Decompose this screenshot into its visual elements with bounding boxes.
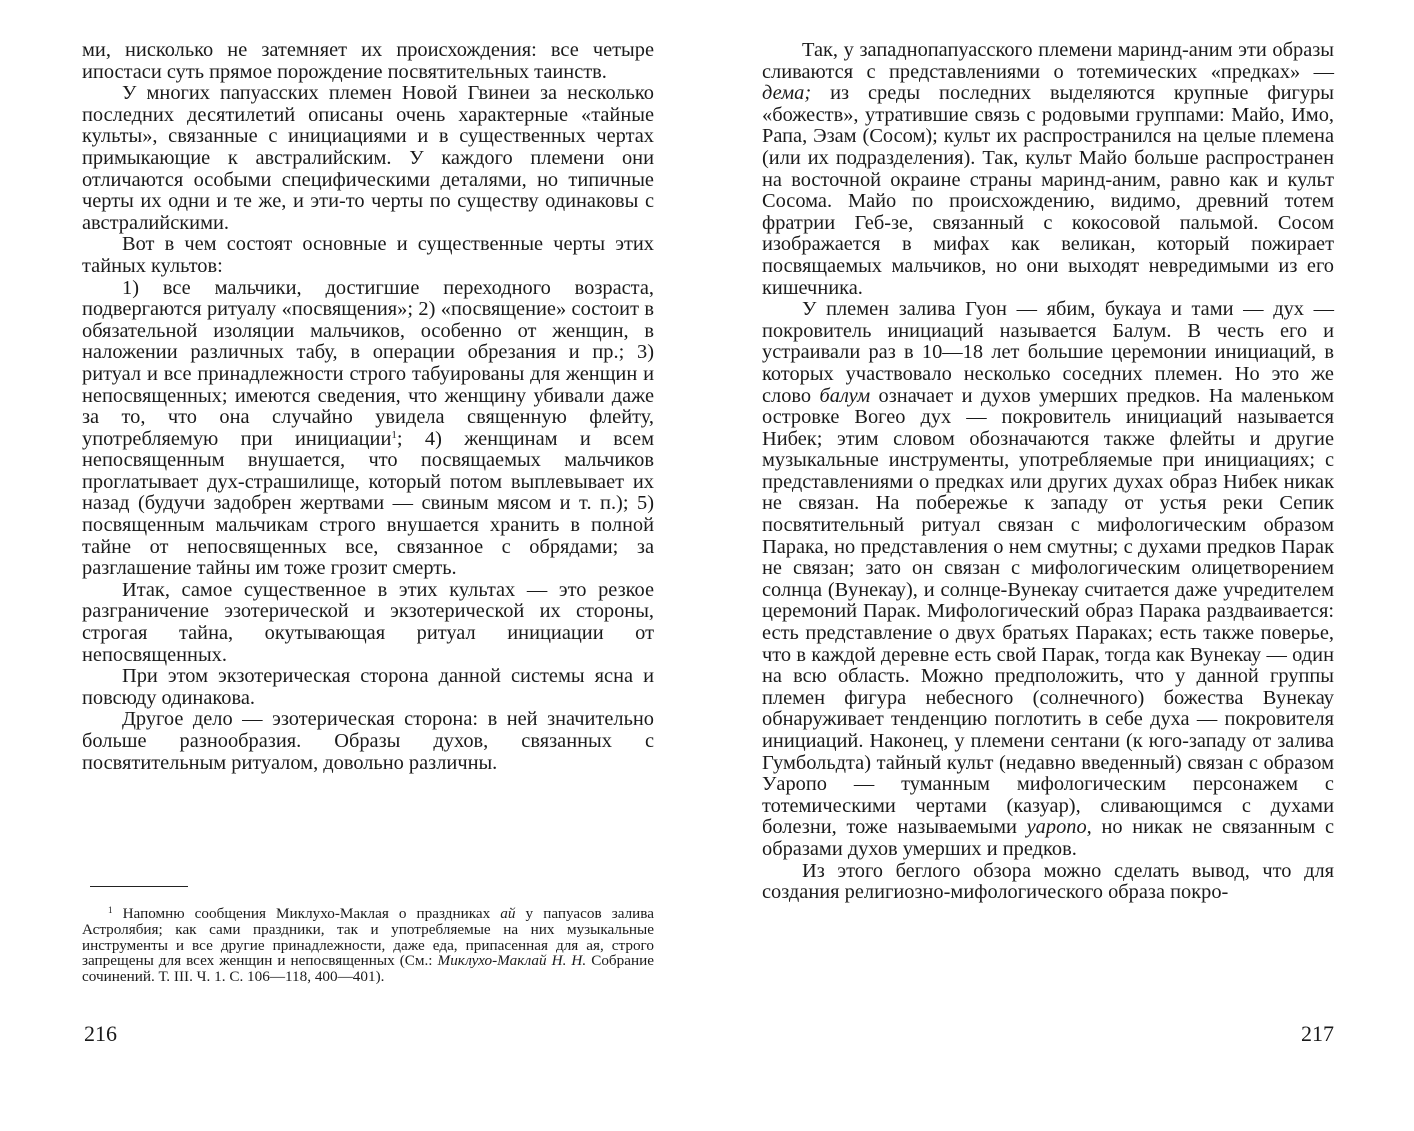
paragraph xyxy=(82,666,654,709)
italic-term: Миклухо-Маклай Н. Н. xyxy=(437,952,587,970)
italic-term: ай xyxy=(500,905,516,922)
footnote-rule xyxy=(90,886,188,887)
text-run: но никак не связанным с образами духов умерших и предков. xyxy=(762,816,1335,860)
paragraph xyxy=(82,40,654,83)
italic-term: уаропо, xyxy=(1026,816,1092,839)
text-run: Итак, самое существенное в этих культах — это резкое разграничение эзотерической и экзотерической их стороны, строгая тайна, окутывающая ритуал инициации от непосвященных. xyxy=(82,578,654,666)
page-number-right: 217 xyxy=(1301,1021,1334,1046)
text-run: означает и духов умерших предков. На маленьком островке Вогео дух — покровитель инициаций называется Нибек; этим словом обозначаются также флейты и другие музыкальные инструменты, употребляемые при инициациях; с представлениями о предках или других духах образ Нибек никак не связан. На побережье к западу от устья реки Сепик посвятительный ритуал связан с мифологическим образом Парака, но представления о нем смутны; с духами предков Парак не связан; зато он связан с мифологическим олицетворением солнца (Вунекау), и солнце-Вунекау считается даже учредителем церемоний Парак. Мифологический образ Парака раздваивается: есть представление о двух братьях Параках; есть также поверье, что в каждой деревне есть свой Парак, тогда как Вунекау — один на всю область. Можно предположить, что у данной группы племен фигура небесного (солнечного) божества Вунекау обнаруживает тенденцию поглотить в себе духа — покровителя инициаций. Наконец, у племени сентани (к юго-западу от залива Гумбольдта) тайный культ (недавно введенный) связан с образом Уаропо — туманным мифологическим персонажем с тотемическими чертами (казуар), сливающимся с духами болезни, тоже называемыми xyxy=(762,384,1335,839)
text-run: Другое дело — эзотерическая сторона: в ней значительно больше разнообразия. Образы духов, связанных с посвятительным ритуалом, довольно различны. xyxy=(82,708,654,774)
paragraph xyxy=(762,40,1334,299)
footnote xyxy=(82,906,654,985)
paragraph xyxy=(82,580,654,666)
paragraph xyxy=(82,234,654,277)
text-run: При этом экзотерическая сторона данной системы ясна и повсюду одинакова. xyxy=(82,665,654,709)
text-run: у папуасов залива Астролябия; как сами праздники, так и употребляемые на них музыкальные инструменты и все другие принадлежности, даже еда, припасенная для ая, строго запрещены для всех женщин и непосвященных (См.: xyxy=(82,905,654,970)
paragraph xyxy=(82,83,654,234)
paragraph xyxy=(82,278,654,580)
left-page xyxy=(82,40,654,774)
text-run: Вот в чем состоят основные и существенные черты этих тайных культов: xyxy=(82,233,654,277)
paragraph xyxy=(762,861,1334,904)
page-number-left: 216 xyxy=(84,1021,117,1046)
paragraph xyxy=(762,299,1334,860)
footnote-marker: 1 xyxy=(108,905,113,915)
text-run: Из этого беглого обзора можно сделать вывод, что для создания религиозно-мифологического образа покро- xyxy=(762,859,1334,904)
text-run: Собрание сочинений. Т. III. Ч. 1. С. 106—118, 400—401). xyxy=(82,952,654,986)
text-run: ; 4) женщинам и всем непосвященным внушается, что посвящаемых мальчиков проглатывает дух-страшилище, который потом выплевывает их назад (будучи задобрен жертвами — свиным мясом и т. п.); 5) посвященным мальчикам строго внушается хранить в полной тайне от непосвященных все, связанное с обрядами; за разглашение тайны им тоже грозит смерть. xyxy=(82,427,654,580)
right-page xyxy=(762,40,1334,904)
text-run: из среды последних выделяются крупные фигуры «божеств», утратившие связь с родовыми группами: Майо, Имо, Рапа, Эзам (Сосом); культ их распространился на целые племена (или их подразделения). Так, культ Майо больше распространен на восточной окраине страны маринд-аним, равно как и культ Сосома. Майо по происхождению, видимо, древний тотем фратрии Геб-зе, связанный с кокосовой пальмой. Сосом изображается в мифах как великан, который пожирает посвящаемых мальчиков, но они выходят невредимыми из его кишечника. xyxy=(762,82,1334,299)
text-run: У племен залива Гуон — ябим, букауа и тами — дух — покровитель инициаций называется Балум. В честь его и устраивали раз в 10—18 лет большие церемонии инициаций, в которых участвовало несколько соседних племен. Но это же слово xyxy=(762,298,1334,407)
italic-term: дема; xyxy=(762,82,812,105)
text-run: У многих папуасских племен Новой Гвинеи за несколько последних десятилетий описаны очень характерные «тайные культы», связанные с инициациями и в существенных чертах примыкающие к австралийским. У каждого племени они отличаются особыми специфическими деталями, но типичные черты их одни и те же, и эти-то черты по существу одинаковы с австралийскими. xyxy=(82,82,654,234)
paragraph xyxy=(82,709,654,774)
italic-term: балум xyxy=(819,384,871,407)
text-run: Напомню сообщения Миклухо-Маклая о праздниках xyxy=(112,905,501,922)
footnote-marker: 1 xyxy=(391,428,397,441)
text-run: 1) все мальчики, достигшие переходного возраста, подвергаются ритуалу «посвящения»; 2) «посвящение» состоит в обязательной изоляции мальчиков, особенно от женщин, в наложении различных табу, в операции обрезания и пр.; 3) ритуал и все принадлежности строго табуированы для женщин и непосвященных; имеются сведения, что женщину убивали даже за то, что она случайно увидела священную флейту, употребляемую при инициации xyxy=(82,276,654,450)
text-run: Так, у западнопапуасского племени маринд-аним эти образы сливаются с представлениями о тотемических «предках» — xyxy=(762,39,1334,83)
text-run: ми, нисколько не затемняет их происхождения: все четыре ипостаси суть прямое порождение посвятительных таинств. xyxy=(82,39,654,83)
